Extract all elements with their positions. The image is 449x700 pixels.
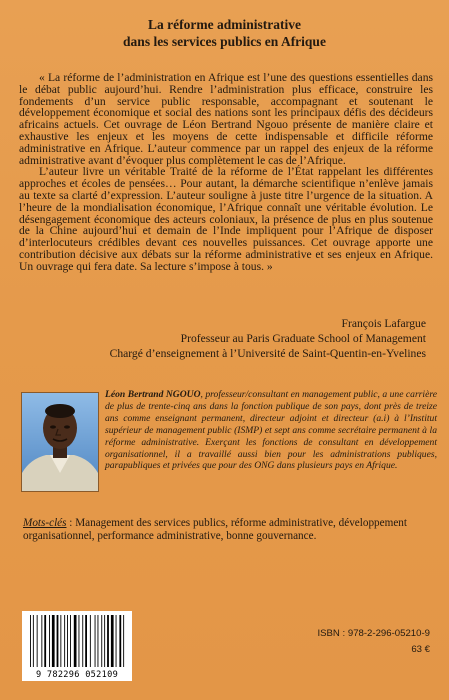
barcode-digits: 9 782296 052109	[35, 670, 119, 680]
author-photo	[21, 392, 99, 492]
keywords	[23, 517, 431, 543]
quote-paragraph-1: « La réforme de l’administration en Afrique est l’une des questions essentielles dans le débat public aujourd’hui. Rendre l’administration plus efficace, construire les fondements d’un service public responsable, accompagnant et soutenant le développement économique et social des nations sont les principaux défis des décideurs africains actuels. Cet ouvrage de Léon Bertrand Ngouo présente de manière claire et exhaustive les enjeux et les moyens de cette indispensable et difficile réforme administrative en Afrique. L’auteur commence par un rappel des enjeux de la réforme administrative avant d’évoquer plus complètement le cas de l’Afrique.	[19, 71, 433, 167]
author-bio	[105, 389, 437, 472]
review-quote	[19, 72, 433, 273]
title-line-2: dans les services publics en Afrique	[123, 34, 326, 49]
keywords-text: : Management des services publics, réforme administrative, développement organisationnel, performance administrative, bonne gouvernance.	[23, 517, 407, 542]
reviewer-role-1: Professeur au Paris Graduate School of Management	[180, 332, 426, 345]
author-portrait-image	[22, 393, 98, 491]
reviewer-role-2: Chargé d’enseignement à l’Université de Saint-Quentin-en-Yvelines	[109, 347, 426, 360]
review-signature	[0, 316, 426, 361]
quote-paragraph-2: L’auteur livre un véritable Traité de la réforme de l’État rappelant les différentes approches et écoles de pensées… Pour autant, la démarche scientifique n’enlève jamais au texte sa clarté d’expression. L’auteur souligne à juste titre l’urgence de la situation. A l’heure de la mondialisation économique, l’Afrique connaît une véritable évolution. Le désengagement économique des acteurs coloniaux, la présence de plus en plus soutenue de la Chine aujourd’hui et demain de l’Inde impliquent pour l’Afrique de disposer d’interlocuteurs crédibles devant ces nouvelles puissances. Cet ouvrage apporte une contribution décisive aux débats sur la réforme administrative et ses enjeux en Afrique. Un ouvrage qui fera date. Sa lecture s’impose à tous. »	[19, 165, 433, 273]
book-price: 63 €	[411, 644, 430, 655]
book-title	[0, 16, 449, 50]
reviewer-name: François Lafargue	[341, 317, 426, 330]
author-bio-text: , professeur/consultant en management public, a une carrière de plus de trente-cinq ans dans la fonction publique de son pays, dont près de treize ans comme enseignant permanent, directeur adjoint et directeur (a.i) à l’Institut supérieur de management public (ISMP) et sept ans comme secrétaire permanent à la réforme administrative. Exerçant les fonctions de consultant en développement organisationnel, il a travaillé aussi bien pour les administrations publiques, parapubliques et privées que pour des ONG dans plusieurs pays en Afrique.	[105, 389, 437, 472]
isbn-number: ISBN : 978-2-296-05210-9	[317, 628, 430, 639]
title-line-1: La réforme administrative	[148, 17, 301, 32]
keywords-label: Mots-clés	[23, 517, 67, 529]
author-name: Léon Bertrand NGOUO	[105, 389, 201, 400]
isbn-block	[0, 626, 430, 658]
